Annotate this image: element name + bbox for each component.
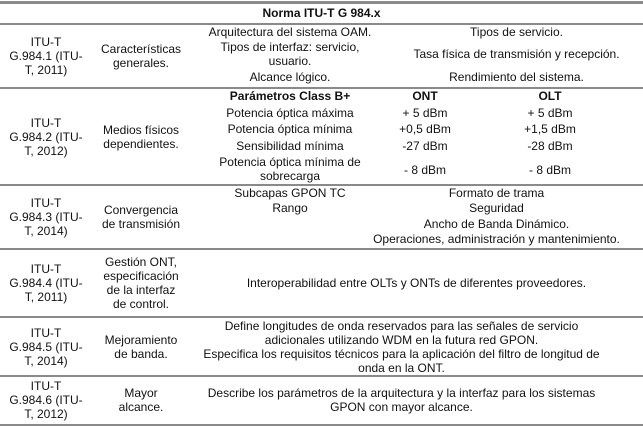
standard-cell (0, 89, 92, 184)
text: Alcance lógico. (249, 70, 331, 84)
standard-cell (0, 376, 92, 424)
olt-value: - 8 dBm (528, 163, 571, 177)
table-top-border (0, 1, 643, 4)
text: de transmisión (101, 217, 181, 231)
topic-cell (92, 89, 190, 184)
text: ITU-T (30, 35, 62, 49)
text: Tasa física de transmisión y recepción. (413, 47, 620, 61)
param-name: Potencia óptica máxima (226, 106, 354, 120)
text: Mayor (124, 386, 158, 400)
text: Rendimiento del sistema. (449, 70, 584, 84)
text: Define longitudes de onda reservados para las señales de servicio (224, 318, 579, 333)
text: T, 2014) (24, 224, 68, 238)
olt-header: OLT (538, 89, 562, 103)
description-cell (160, 318, 643, 375)
text: ITU-T (30, 262, 62, 276)
text: generales. (112, 56, 170, 70)
ont-value: -27 dBm (402, 139, 448, 153)
text: ITU-T (30, 115, 62, 130)
text: Arquitectura del sistema OAM. (208, 25, 372, 39)
text: T, 2012) (24, 143, 68, 158)
param-name: Potencia óptica mínima de (219, 155, 361, 169)
text: de control. (112, 297, 170, 311)
ont-value: +0,5 dBm (399, 122, 451, 136)
topic-cell (92, 186, 190, 248)
text: Mejoramiento (104, 332, 178, 347)
olt-value: +1,5 dBm (524, 122, 576, 136)
text: T, 2012) (24, 407, 68, 421)
text: G.984.3 (ITU- (9, 210, 83, 224)
param-name: Sensibilidad mínima (236, 139, 344, 153)
text: Formato de trama (448, 186, 545, 200)
text: Gestión ONT, (104, 255, 178, 269)
text: dependientes. (103, 136, 179, 151)
text: de banda. (114, 346, 168, 361)
text: alcance. (118, 400, 164, 414)
olt-value: -28 dBm (527, 139, 573, 153)
standard-cell (0, 25, 92, 87)
text: Especifica los requisitos técnicos para la aplicación del filtro de longitud de (203, 346, 600, 361)
ont-value: - 8 dBm (403, 163, 446, 177)
standard-cell (0, 250, 92, 316)
text: Operaciones, administración y mantenimiento. (373, 232, 620, 246)
text: Convergencia (103, 203, 179, 217)
text: Características (100, 42, 182, 56)
topic-cell (92, 25, 190, 87)
text: Medios físicos (102, 122, 180, 137)
text: T, 2011) (24, 63, 68, 77)
olt-value: + 5 dBm (527, 106, 573, 120)
text: de la interfaz (106, 283, 176, 297)
ont-value: + 5 dBm (402, 106, 448, 120)
param-name: sobrecarga (259, 169, 321, 183)
text: ITU-T (30, 196, 62, 210)
text: GPON con mayor alcance. (330, 400, 473, 414)
text: adicionales utilizando WDM en la futura red GPON. (264, 332, 539, 347)
text: Tipos de interfaz: servicio, (220, 40, 360, 54)
param-header: Parámetros Class B+ (229, 89, 351, 103)
table-title: Norma ITU-T G 984.x (262, 6, 381, 20)
description-cell (190, 250, 643, 316)
text: Interoperabilidad entre OLTs y ONTs de diferentes proveedores. (246, 276, 587, 290)
standard-cell (0, 186, 92, 248)
param-name: Potencia óptica mínima (227, 122, 353, 136)
text: Describe los parámetros de la arquitectura y la interfaz para los sistemas (207, 386, 596, 400)
description-cell (160, 376, 643, 424)
topic-cell (92, 250, 190, 316)
standard-cell (0, 318, 92, 375)
text: Tipos de servicio. (470, 25, 563, 39)
text: onda en la ONT. (358, 360, 445, 375)
text: G.984.1 (ITU- (9, 49, 83, 63)
text: especificación (103, 269, 179, 283)
ont-header: ONT (412, 89, 438, 103)
text: G.984.5 (ITU- (9, 339, 83, 354)
text: Ancho de Banda Dinámico. (423, 217, 570, 231)
text: Seguridad (469, 201, 524, 215)
text: G.984.2 (ITU- (9, 129, 83, 144)
text: ITU-T (30, 325, 62, 340)
text: ITU-T (30, 379, 62, 393)
text: Subcapas GPON TC (234, 186, 346, 200)
text: T, 2011) (24, 290, 68, 304)
text: T, 2014) (24, 353, 68, 368)
text: usuario. (268, 54, 312, 68)
text: G.984.6 (ITU- (9, 393, 83, 407)
text: Rango (272, 201, 308, 215)
text: G.984.4 (ITU- (9, 276, 83, 290)
